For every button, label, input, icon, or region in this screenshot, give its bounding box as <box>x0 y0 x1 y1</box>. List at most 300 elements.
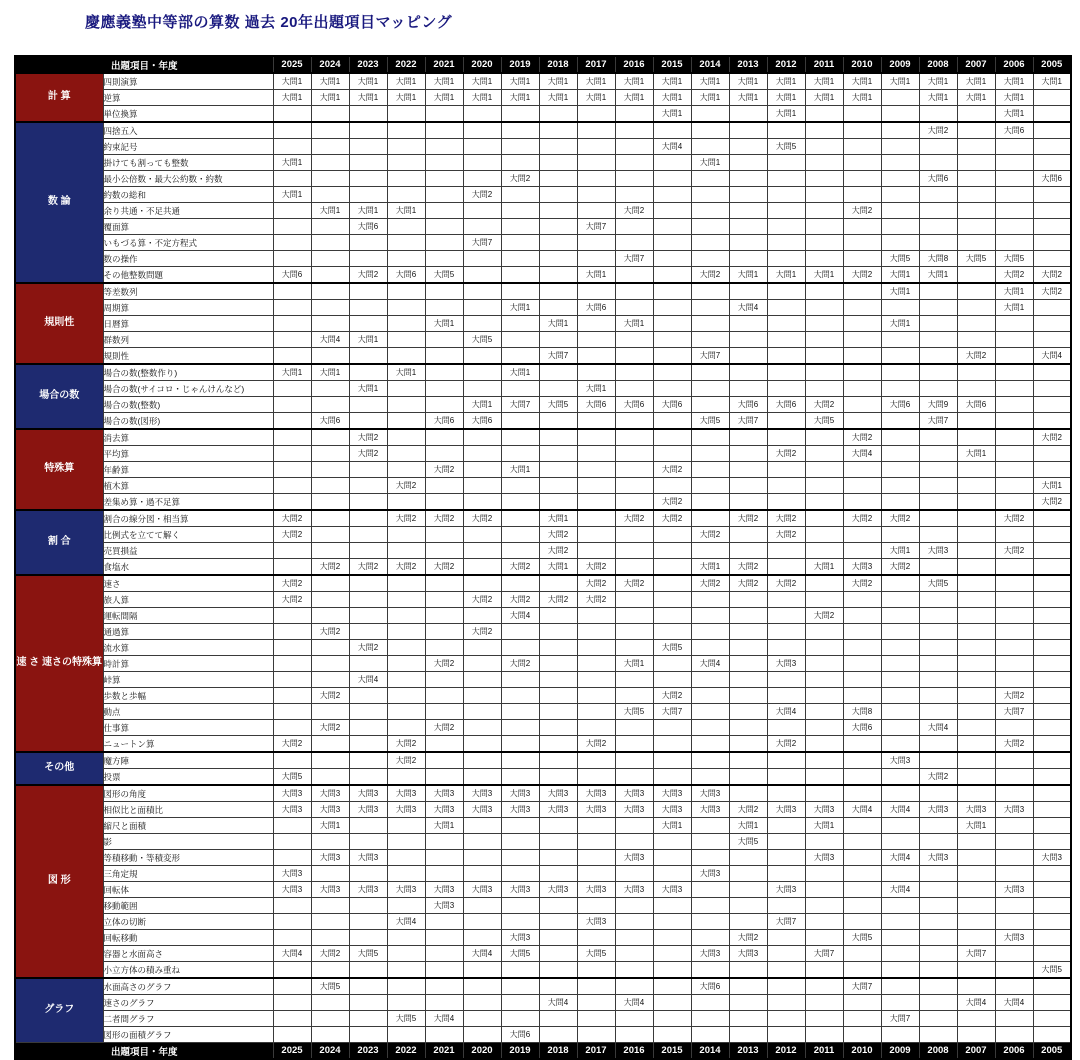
topic-row <box>15 510 1071 527</box>
cell-2007: 大問6 <box>957 397 995 413</box>
cell-2008: 大問5 <box>919 575 957 592</box>
cell-2011 <box>805 930 843 946</box>
cell-2008 <box>919 478 957 494</box>
topic-row <box>15 930 1071 946</box>
topic-row <box>15 592 1071 608</box>
cell-2007 <box>957 559 995 576</box>
cell-2007 <box>957 122 995 139</box>
cell-2009 <box>881 608 919 624</box>
cell-2024 <box>311 575 349 592</box>
cell-2013 <box>729 478 767 494</box>
cell-2012 <box>767 672 805 688</box>
cell-2015: 大問2 <box>653 462 691 478</box>
cell-2019 <box>501 446 539 462</box>
cell-2025: 大問1 <box>273 90 311 106</box>
cell-2025 <box>273 608 311 624</box>
cell-2010 <box>843 155 881 171</box>
cell-2023 <box>349 736 387 753</box>
cell-2018 <box>539 624 577 640</box>
cell-2021 <box>425 608 463 624</box>
topic-label: 回転体 <box>103 882 273 898</box>
cell-2006 <box>995 850 1033 866</box>
cell-2013 <box>729 672 767 688</box>
cell-2016: 大問5 <box>615 704 653 720</box>
cell-2016 <box>615 898 653 914</box>
cell-2005: 大問1 <box>1033 73 1071 90</box>
cell-2005 <box>1033 785 1071 802</box>
cell-2019: 大問1 <box>501 73 539 90</box>
cell-2021 <box>425 543 463 559</box>
cell-2007 <box>957 575 995 592</box>
cell-2009 <box>881 688 919 704</box>
cell-2019 <box>501 187 539 203</box>
cell-2012 <box>767 462 805 478</box>
cell-2013 <box>729 122 767 139</box>
cell-2012 <box>767 930 805 946</box>
cell-2007 <box>957 656 995 672</box>
year-header-2010: 2010 <box>843 56 881 73</box>
cell-2015: 大問5 <box>653 640 691 656</box>
cell-2017 <box>577 235 615 251</box>
cell-2025 <box>273 397 311 413</box>
cell-2012 <box>767 478 805 494</box>
cell-2016 <box>615 752 653 769</box>
cell-2007 <box>957 203 995 219</box>
cell-2012 <box>767 962 805 979</box>
cell-2013 <box>729 656 767 672</box>
cell-2023 <box>349 818 387 834</box>
footer-row <box>15 1043 1071 1060</box>
cell-2023 <box>349 656 387 672</box>
topic-label: 約束記号 <box>103 139 273 155</box>
cell-2020 <box>463 155 501 171</box>
cell-2021 <box>425 978 463 995</box>
cell-2008: 大問3 <box>919 850 957 866</box>
cell-2018 <box>539 187 577 203</box>
cell-2016 <box>615 914 653 930</box>
cell-2011: 大問3 <box>805 850 843 866</box>
year-header-2005: 2005 <box>1033 1043 1071 1060</box>
cell-2024: 大問1 <box>311 90 349 106</box>
cell-2022 <box>387 429 425 446</box>
cell-2018 <box>539 494 577 511</box>
cell-2024 <box>311 752 349 769</box>
cell-2011: 大問1 <box>805 90 843 106</box>
cell-2019 <box>501 834 539 850</box>
cell-2005 <box>1033 510 1071 527</box>
cell-2025 <box>273 283 311 300</box>
cell-2013: 大問1 <box>729 818 767 834</box>
cell-2007: 大問1 <box>957 446 995 462</box>
cell-2023 <box>349 914 387 930</box>
cell-2022 <box>387 494 425 511</box>
cell-2017 <box>577 818 615 834</box>
cell-2010 <box>843 656 881 672</box>
cell-2019 <box>501 1011 539 1027</box>
cell-2024 <box>311 155 349 171</box>
cell-2014: 大問6 <box>691 978 729 995</box>
cell-2006: 大問5 <box>995 251 1033 267</box>
cell-2017: 大問1 <box>577 90 615 106</box>
cell-2018 <box>539 203 577 219</box>
cell-2014: 大問1 <box>691 90 729 106</box>
topic-label: 図形の面積グラフ <box>103 1027 273 1043</box>
cell-2018 <box>539 752 577 769</box>
cell-2014 <box>691 1027 729 1043</box>
cell-2024 <box>311 235 349 251</box>
cell-2014 <box>691 187 729 203</box>
cell-2019 <box>501 575 539 592</box>
cell-2019 <box>501 429 539 446</box>
cell-2023 <box>349 624 387 640</box>
cell-2015: 大問1 <box>653 90 691 106</box>
cell-2012 <box>767 978 805 995</box>
cell-2008 <box>919 736 957 753</box>
cell-2008: 大問1 <box>919 90 957 106</box>
cell-2011 <box>805 688 843 704</box>
cell-2010 <box>843 1011 881 1027</box>
cell-2020: 大問3 <box>463 802 501 818</box>
topic-row <box>15 332 1071 348</box>
cell-2014 <box>691 283 729 300</box>
cell-2021 <box>425 397 463 413</box>
cell-2015 <box>653 203 691 219</box>
cell-2012 <box>767 785 805 802</box>
cell-2022 <box>387 866 425 882</box>
topic-label: 場合の数(サイコロ・じゃんけんなど) <box>103 381 273 397</box>
cell-2018 <box>539 429 577 446</box>
cell-2006: 大問3 <box>995 802 1033 818</box>
cell-2012 <box>767 300 805 316</box>
cell-2012 <box>767 332 805 348</box>
cell-2025 <box>273 171 311 187</box>
cell-2020 <box>463 300 501 316</box>
header-row <box>15 56 1071 73</box>
cell-2005 <box>1033 672 1071 688</box>
cell-2011 <box>805 122 843 139</box>
year-header-2023: 2023 <box>349 1043 387 1060</box>
cell-2022 <box>387 316 425 332</box>
cell-2009: 大問6 <box>881 397 919 413</box>
cell-2017: 大問1 <box>577 381 615 397</box>
cell-2005 <box>1033 834 1071 850</box>
cell-2010 <box>843 608 881 624</box>
cell-2011 <box>805 171 843 187</box>
cell-2024: 大問5 <box>311 978 349 995</box>
cell-2021 <box>425 624 463 640</box>
cell-2012: 大問2 <box>767 527 805 543</box>
cell-2006 <box>995 397 1033 413</box>
topic-row <box>15 139 1071 155</box>
cell-2013: 大問7 <box>729 413 767 430</box>
cell-2012 <box>767 251 805 267</box>
cell-2005 <box>1033 300 1071 316</box>
cell-2021 <box>425 235 463 251</box>
cell-2006 <box>995 364 1033 381</box>
cell-2009 <box>881 720 919 736</box>
cell-2025: 大問3 <box>273 802 311 818</box>
cell-2016 <box>615 429 653 446</box>
cell-2016 <box>615 122 653 139</box>
cell-2009 <box>881 494 919 511</box>
topic-row <box>15 575 1071 592</box>
cell-2006 <box>995 946 1033 962</box>
cell-2017 <box>577 510 615 527</box>
cell-2007 <box>957 364 995 381</box>
cell-2008 <box>919 446 957 462</box>
cell-2013: 大問2 <box>729 930 767 946</box>
year-header-2012: 2012 <box>767 1043 805 1060</box>
cell-2015 <box>653 300 691 316</box>
cell-2024 <box>311 736 349 753</box>
cell-2023 <box>349 1011 387 1027</box>
cell-2011 <box>805 203 843 219</box>
cell-2019: 大問3 <box>501 930 539 946</box>
topic-label: 水面高さのグラフ <box>103 978 273 995</box>
cell-2011 <box>805 527 843 543</box>
cell-2022 <box>387 300 425 316</box>
cell-2014 <box>691 640 729 656</box>
cell-2023 <box>349 995 387 1011</box>
cell-2006: 大問2 <box>995 510 1033 527</box>
cell-2009 <box>881 90 919 106</box>
cell-2016 <box>615 267 653 284</box>
cell-2015 <box>653 1011 691 1027</box>
cell-2013 <box>729 251 767 267</box>
cell-2021: 大問4 <box>425 1011 463 1027</box>
cell-2009 <box>881 413 919 430</box>
cell-2019 <box>501 995 539 1011</box>
cell-2024 <box>311 171 349 187</box>
cell-2007 <box>957 752 995 769</box>
topic-label: 数の操作 <box>103 251 273 267</box>
cell-2025 <box>273 332 311 348</box>
cell-2019: 大問3 <box>501 785 539 802</box>
cell-2020 <box>463 640 501 656</box>
cell-2017: 大問3 <box>577 785 615 802</box>
cell-2018 <box>539 608 577 624</box>
cell-2013: 大問6 <box>729 397 767 413</box>
topic-row <box>15 543 1071 559</box>
cell-2005 <box>1033 882 1071 898</box>
cell-2013 <box>729 155 767 171</box>
cell-2021: 大問1 <box>425 316 463 332</box>
cell-2020 <box>463 575 501 592</box>
cell-2011 <box>805 898 843 914</box>
topic-label: 平均算 <box>103 446 273 462</box>
cell-2007 <box>957 171 995 187</box>
cell-2015 <box>653 446 691 462</box>
cell-2008 <box>919 106 957 123</box>
cell-2011 <box>805 752 843 769</box>
cell-2010: 大問7 <box>843 978 881 995</box>
cell-2013 <box>729 866 767 882</box>
year-header-2008: 2008 <box>919 1043 957 1060</box>
year-header-2023: 2023 <box>349 56 387 73</box>
cell-2021 <box>425 187 463 203</box>
cell-2006 <box>995 139 1033 155</box>
cell-2021: 大問2 <box>425 462 463 478</box>
cell-2011 <box>805 575 843 592</box>
cell-2021 <box>425 478 463 494</box>
cell-2019 <box>501 235 539 251</box>
topic-label: 周期算 <box>103 300 273 316</box>
category-4: 特殊算 <box>15 429 103 510</box>
cell-2016 <box>615 139 653 155</box>
cell-2022 <box>387 251 425 267</box>
cell-2013 <box>729 203 767 219</box>
cell-2005 <box>1033 736 1071 753</box>
cell-2021 <box>425 946 463 962</box>
cell-2015: 大問3 <box>653 802 691 818</box>
cell-2024 <box>311 930 349 946</box>
cell-2015 <box>653 720 691 736</box>
cell-2009: 大問4 <box>881 850 919 866</box>
cell-2021: 大問6 <box>425 413 463 430</box>
cell-2015 <box>653 478 691 494</box>
topic-row <box>15 364 1071 381</box>
year-header-2018: 2018 <box>539 1043 577 1060</box>
cell-2019 <box>501 527 539 543</box>
cell-2012: 大問3 <box>767 882 805 898</box>
cell-2015: 大問2 <box>653 688 691 704</box>
cell-2007: 大問7 <box>957 946 995 962</box>
cell-2016 <box>615 624 653 640</box>
cell-2012 <box>767 1011 805 1027</box>
cell-2010 <box>843 478 881 494</box>
topic-label: 通過算 <box>103 624 273 640</box>
cell-2005 <box>1033 364 1071 381</box>
cell-2020 <box>463 462 501 478</box>
topic-row <box>15 494 1071 511</box>
cell-2021: 大問3 <box>425 785 463 802</box>
cell-2005 <box>1033 235 1071 251</box>
category-6: 速 さ 速さの特殊算 <box>15 575 103 752</box>
cell-2013: 大問2 <box>729 510 767 527</box>
cell-2024 <box>311 704 349 720</box>
cell-2022 <box>387 348 425 365</box>
cell-2024: 大問1 <box>311 73 349 90</box>
topic-row <box>15 267 1071 284</box>
cell-2013: 大問1 <box>729 90 767 106</box>
cell-2025 <box>273 962 311 979</box>
cell-2021 <box>425 527 463 543</box>
cell-2008: 大問6 <box>919 171 957 187</box>
cell-2018 <box>539 720 577 736</box>
cell-2015 <box>653 736 691 753</box>
cell-2022: 大問1 <box>387 203 425 219</box>
cell-2025 <box>273 251 311 267</box>
cell-2017: 大問7 <box>577 219 615 235</box>
cell-2020 <box>463 267 501 284</box>
cell-2008 <box>919 834 957 850</box>
cell-2024 <box>311 446 349 462</box>
cell-2018: 大問7 <box>539 348 577 365</box>
cell-2018 <box>539 946 577 962</box>
cell-2005: 大問2 <box>1033 429 1071 446</box>
cell-2018 <box>539 235 577 251</box>
cell-2010 <box>843 235 881 251</box>
category-1: 数 論 <box>15 122 103 283</box>
year-header-2006: 2006 <box>995 1043 1033 1060</box>
topic-row <box>15 962 1071 979</box>
cell-2008 <box>919 1011 957 1027</box>
cell-2016 <box>615 818 653 834</box>
cell-2019: 大問1 <box>501 364 539 381</box>
cell-2011 <box>805 348 843 365</box>
cell-2005 <box>1033 1011 1071 1027</box>
cell-2005: 大問6 <box>1033 171 1071 187</box>
cell-2018 <box>539 122 577 139</box>
cell-2024: 大問3 <box>311 785 349 802</box>
cell-2024 <box>311 316 349 332</box>
cell-2025 <box>273 559 311 576</box>
topic-label: 回転移動 <box>103 930 273 946</box>
cell-2007 <box>957 527 995 543</box>
cell-2010 <box>843 736 881 753</box>
cell-2021 <box>425 995 463 1011</box>
cell-2012: 大問4 <box>767 704 805 720</box>
year-header-2021: 2021 <box>425 1043 463 1060</box>
cell-2011 <box>805 381 843 397</box>
cell-2009 <box>881 978 919 995</box>
cell-2013 <box>729 348 767 365</box>
cell-2021 <box>425 251 463 267</box>
cell-2020: 大問1 <box>463 73 501 90</box>
cell-2017 <box>577 656 615 672</box>
cell-2015: 大問1 <box>653 106 691 123</box>
cell-2017 <box>577 704 615 720</box>
cell-2017 <box>577 978 615 995</box>
topic-row <box>15 688 1071 704</box>
cell-2013 <box>729 898 767 914</box>
cell-2017 <box>577 203 615 219</box>
cell-2021 <box>425 704 463 720</box>
cell-2015 <box>653 978 691 995</box>
cell-2014: 大問1 <box>691 155 729 171</box>
topic-row <box>15 251 1071 267</box>
cell-2025: 大問5 <box>273 769 311 786</box>
cell-2006: 大問6 <box>995 122 1033 139</box>
cell-2010 <box>843 624 881 640</box>
cell-2012: 大問1 <box>767 73 805 90</box>
cell-2022 <box>387 171 425 187</box>
cell-2009: 大問5 <box>881 251 919 267</box>
cell-2016 <box>615 688 653 704</box>
cell-2020: 大問3 <box>463 785 501 802</box>
cell-2023 <box>349 834 387 850</box>
cell-2020 <box>463 1027 501 1043</box>
cell-2020: 大問7 <box>463 235 501 251</box>
cell-2009 <box>881 446 919 462</box>
cell-2009: 大問2 <box>881 510 919 527</box>
cell-2005 <box>1033 139 1071 155</box>
cell-2025 <box>273 462 311 478</box>
cell-2019 <box>501 203 539 219</box>
topic-label: 植木算 <box>103 478 273 494</box>
cell-2014: 大問1 <box>691 559 729 576</box>
topic-label: 等積移動・等積変形 <box>103 850 273 866</box>
cell-2015 <box>653 171 691 187</box>
topic-label: 場合の数(整数) <box>103 397 273 413</box>
cell-2011 <box>805 962 843 979</box>
cell-2018 <box>539 898 577 914</box>
cell-2007 <box>957 720 995 736</box>
cell-2024 <box>311 543 349 559</box>
cell-2018 <box>539 866 577 882</box>
cell-2013 <box>729 704 767 720</box>
cell-2006 <box>995 219 1033 235</box>
